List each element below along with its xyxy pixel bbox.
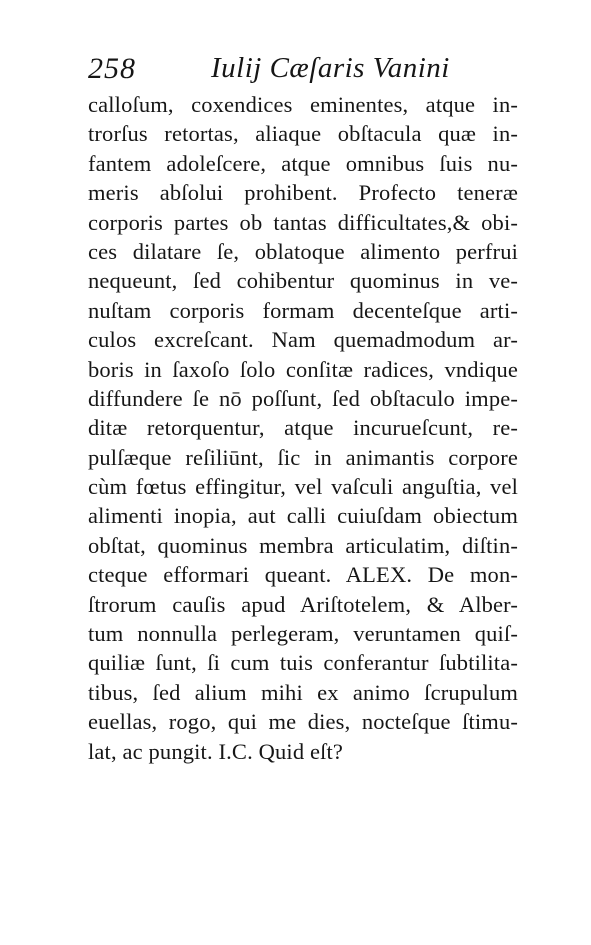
text-line: cùm fœtus effingitur, vel vaſculi anguſtia, vel [88,474,518,500]
text-line: meris abſolui prohibent. Profecto teneræ [88,180,518,206]
text-line: corporis partes ob tantas difficultates,& obi- [88,209,518,235]
text-line: fantem adoleſcere, atque omnibus ſuis nu- [88,150,518,176]
body-text [88,90,518,766]
page-number: 258 [88,52,136,85]
text-line: nequeunt, ſed cohibentur quominus in ve- [88,268,518,294]
text-line: nuſtam corporis formam decenteſque arti- [88,297,518,323]
text-line: boris in ſaxoſo ſolo conſitæ radices, vndique [88,356,518,382]
text-line: obſtat, quominus membra articulatim, diſtin- [88,532,518,558]
text-line: ditæ retorquentur, atque incurueſcunt, re- [88,415,518,441]
text-line: ſtrorum cauſis apud Ariſtotelem, & Alber- [88,591,518,617]
text-line: pulſæque reſiliūnt, ſic in animantis corpore [88,444,518,470]
text-line: euellas, rogo, qui me dies, nocteſque ſtimu- [88,709,518,735]
page-header [86,52,516,92]
running-title: Iulij Cæſaris Vanini [211,52,450,84]
text-line: cteque efformari queant. ALEX. De mon- [88,562,518,588]
text-line: tibus, ſed alium mihi ex animo ſcrupulum [88,679,518,705]
text-line: diffundere ſe nō poſſunt, ſed obſtaculo impe- [88,385,518,411]
text-line: ces dilatare ſe, oblatoque alimento perfrui [88,238,518,264]
text-line: trorſus retortas, aliaque obſtacula quæ in- [88,121,518,147]
text-line: culos excreſcant. Nam quemadmodum ar- [88,327,518,353]
text-line: quiliæ ſunt, ſi cum tuis conferantur ſubtilita- [88,650,518,676]
text-line: lat, ac pungit. I.C. Quid eſt? [88,738,344,764]
text-line: alimenti inopia, aut calli cuiuſdam obiectum [88,503,518,529]
text-line: tum nonnulla perlegeram, veruntamen quiſ- [88,621,518,647]
text-line: calloſum, coxendices eminentes, atque in- [88,92,518,117]
